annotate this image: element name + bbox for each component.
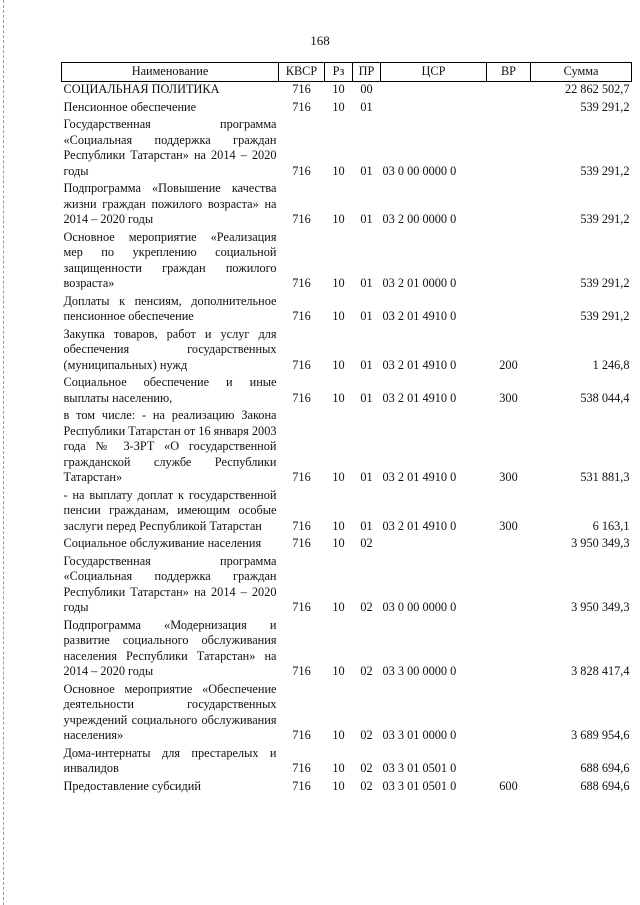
row-name: Основное мероприятие «Реализация мер по укреплению социальной защищенности граждан пожилого возраста» xyxy=(63,229,277,290)
header-csr: ЦСР xyxy=(381,63,487,82)
row-vr: 300 xyxy=(499,470,518,484)
row-vr xyxy=(487,536,531,554)
table-row xyxy=(62,327,632,376)
row-sum: 539 291,2 xyxy=(580,276,630,290)
row-rz: 10 xyxy=(332,357,345,372)
budget-table xyxy=(61,62,632,796)
row-name: Государственная программа «Социальная поддержка граждан Республики Татарстан» на 2014 – 2020 годы xyxy=(63,553,277,614)
row-vr xyxy=(487,554,531,618)
row-pr: 01 xyxy=(360,309,373,323)
row-kvsr: 716 xyxy=(292,728,311,742)
row-name: Предоставление субсидий xyxy=(63,778,201,793)
table-row xyxy=(62,181,632,230)
row-vr xyxy=(487,746,531,779)
row-pr: 01 xyxy=(360,212,373,226)
row-name: Государственная программа «Социальная поддержка граждан Республики Татарстан» на 2014 – 2020 годы xyxy=(63,117,277,178)
row-sum: 6 163,1 xyxy=(592,518,630,533)
row-rz: 10 xyxy=(332,163,345,178)
row-vr xyxy=(487,117,531,181)
row-kvsr: 716 xyxy=(292,778,311,793)
row-pr: 01 xyxy=(360,390,373,405)
row-rz: 10 xyxy=(332,664,345,678)
row-kvsr: 716 xyxy=(292,99,311,114)
table-row xyxy=(62,618,632,682)
row-pr: 01 xyxy=(360,518,373,533)
row-sum: 3 689 954,6 xyxy=(571,728,630,742)
row-csr xyxy=(381,82,487,100)
row-rz: 10 xyxy=(332,309,345,323)
row-pr: 00 xyxy=(360,82,373,96)
row-pr: 01 xyxy=(360,99,373,114)
table-row xyxy=(62,488,632,537)
row-kvsr: 716 xyxy=(292,518,311,533)
row-pr: 02 xyxy=(360,761,373,775)
row-pr: 02 xyxy=(360,778,373,793)
row-name: в том числе: - на реализацию Закона Республики Татарстан от 16 января 2003 года № 3-ЗРТ «О государственной гражданской службе Республики Татарстан» xyxy=(63,408,277,484)
row-sum: 688 694,6 xyxy=(580,778,630,793)
header-kvsr: КВСР xyxy=(279,63,325,82)
row-name: - на выплату доплат к государственной пенсии гражданам, имеющим особые заслуги перед Республикой Татарстан xyxy=(63,487,277,533)
row-pr: 02 xyxy=(360,600,373,614)
row-pr: 02 xyxy=(360,536,373,550)
row-csr: 03 3 01 0501 0 xyxy=(382,778,457,793)
row-kvsr: 716 xyxy=(292,357,311,372)
row-csr: 03 2 01 4910 0 xyxy=(382,390,457,405)
row-sum: 539 291,2 xyxy=(580,212,630,226)
row-rz: 10 xyxy=(332,728,345,742)
table-row xyxy=(62,230,632,294)
row-sum: 688 694,6 xyxy=(580,761,630,775)
row-rz: 10 xyxy=(332,470,345,484)
row-rz: 10 xyxy=(332,518,345,533)
row-sum: 531 881,3 xyxy=(580,470,630,484)
row-vr xyxy=(487,82,531,100)
row-csr: 03 2 01 4910 0 xyxy=(382,357,457,372)
row-kvsr: 716 xyxy=(292,163,311,178)
row-kvsr: 716 xyxy=(292,600,311,614)
row-kvsr: 716 xyxy=(292,664,311,678)
row-name: Пенсионное обеспечение xyxy=(63,99,197,114)
row-kvsr: 716 xyxy=(292,470,311,484)
header-name: Наименование xyxy=(62,63,279,82)
left-margin-rule xyxy=(3,0,4,905)
row-pr: 01 xyxy=(360,357,373,372)
row-csr xyxy=(381,536,487,554)
page-number: 168 xyxy=(310,33,330,48)
row-rz: 10 xyxy=(332,212,345,226)
row-vr: 200 xyxy=(499,357,518,372)
table-row xyxy=(62,779,632,797)
row-vr xyxy=(487,181,531,230)
row-csr: 03 3 01 0501 0 xyxy=(382,761,457,775)
row-name: Подпрограмма «Модернизация и развитие социального обслуживания населения Республики Татарстан» на 2014 – 2020 годы xyxy=(63,617,277,678)
row-kvsr: 716 xyxy=(292,536,311,550)
row-sum: 3 950 349,3 xyxy=(571,536,630,550)
table-row xyxy=(62,536,632,554)
table-row xyxy=(62,375,632,408)
row-vr: 300 xyxy=(499,518,518,533)
header-vr: ВР xyxy=(487,63,531,82)
header-pr: ПР xyxy=(353,63,381,82)
row-kvsr: 716 xyxy=(292,212,311,226)
row-vr xyxy=(487,230,531,294)
table-row xyxy=(62,554,632,618)
table-row xyxy=(62,82,632,100)
header-rz: Рз xyxy=(325,63,353,82)
row-pr: 01 xyxy=(360,276,373,290)
row-sum: 22 862 502,7 xyxy=(564,82,630,96)
row-pr: 02 xyxy=(360,664,373,678)
row-kvsr: 716 xyxy=(292,761,311,775)
row-vr xyxy=(487,682,531,746)
row-csr: 03 2 01 0000 0 xyxy=(382,276,457,290)
table-row xyxy=(62,746,632,779)
row-sum: 539 291,2 xyxy=(580,309,630,323)
row-vr xyxy=(487,294,531,327)
row-sum: 539 291,2 xyxy=(580,163,630,178)
table-row xyxy=(62,117,632,181)
row-csr: 03 2 01 4910 0 xyxy=(382,309,457,323)
row-kvsr: 716 xyxy=(292,276,311,290)
row-rz: 10 xyxy=(332,761,345,775)
row-csr: 03 3 01 0000 0 xyxy=(382,728,457,742)
table-row xyxy=(62,408,632,488)
row-csr: 03 3 00 0000 0 xyxy=(382,664,457,678)
row-csr: 03 2 01 4910 0 xyxy=(382,518,457,533)
row-sum: 1 246,8 xyxy=(592,357,630,372)
table-row xyxy=(62,100,632,118)
row-sum: 3 828 417,4 xyxy=(571,664,630,678)
row-name: Дома-интернаты для престарелых и инвалидов xyxy=(63,745,277,775)
row-vr xyxy=(487,618,531,682)
row-csr: 03 2 00 0000 0 xyxy=(382,212,457,226)
header-sum: Сумма xyxy=(531,63,632,82)
row-sum: 539 291,2 xyxy=(580,99,630,114)
row-sum: 3 950 349,3 xyxy=(571,600,630,614)
row-sum: 538 044,4 xyxy=(580,390,630,405)
row-name: Социальное обслуживание населения xyxy=(63,536,262,550)
row-csr: 03 0 00 0000 0 xyxy=(382,163,457,178)
row-csr: 03 2 01 4910 0 xyxy=(382,470,457,484)
row-rz: 10 xyxy=(332,778,345,793)
row-name: Социальное обеспечение и иные выплаты населению, xyxy=(63,375,277,405)
row-rz: 10 xyxy=(332,390,345,405)
row-vr: 600 xyxy=(499,778,518,793)
row-name: Доплаты к пенсиям, дополнительное пенсионное обеспечение xyxy=(63,293,277,323)
row-pr: 01 xyxy=(360,470,373,484)
row-csr xyxy=(381,100,487,118)
table-row xyxy=(62,294,632,327)
row-rz: 10 xyxy=(332,276,345,290)
row-rz: 10 xyxy=(332,82,345,96)
row-pr: 02 xyxy=(360,728,373,742)
row-name: Основное мероприятие «Обеспечение деятельности государственных учреждений социального обслуживания населения» xyxy=(63,681,277,742)
row-kvsr: 716 xyxy=(292,390,311,405)
row-csr: 03 0 00 0000 0 xyxy=(382,600,457,614)
row-pr: 01 xyxy=(360,163,373,178)
table-header-row xyxy=(62,63,632,82)
row-kvsr: 716 xyxy=(292,309,311,323)
row-name: Закупка товаров, работ и услуг для обеспечения государственных (муниципальных) нужд xyxy=(63,326,277,372)
row-name: Подпрограмма «Повышение качества жизни граждан пожилого возраста» на 2014 – 2020 годы xyxy=(63,181,277,226)
row-vr xyxy=(487,100,531,118)
row-kvsr: 716 xyxy=(292,82,311,96)
row-rz: 10 xyxy=(332,536,345,550)
row-name: СОЦИАЛЬНАЯ ПОЛИТИКА xyxy=(63,82,220,96)
table-row xyxy=(62,682,632,746)
row-vr: 300 xyxy=(499,390,518,405)
row-rz: 10 xyxy=(332,99,345,114)
row-rz: 10 xyxy=(332,600,345,614)
